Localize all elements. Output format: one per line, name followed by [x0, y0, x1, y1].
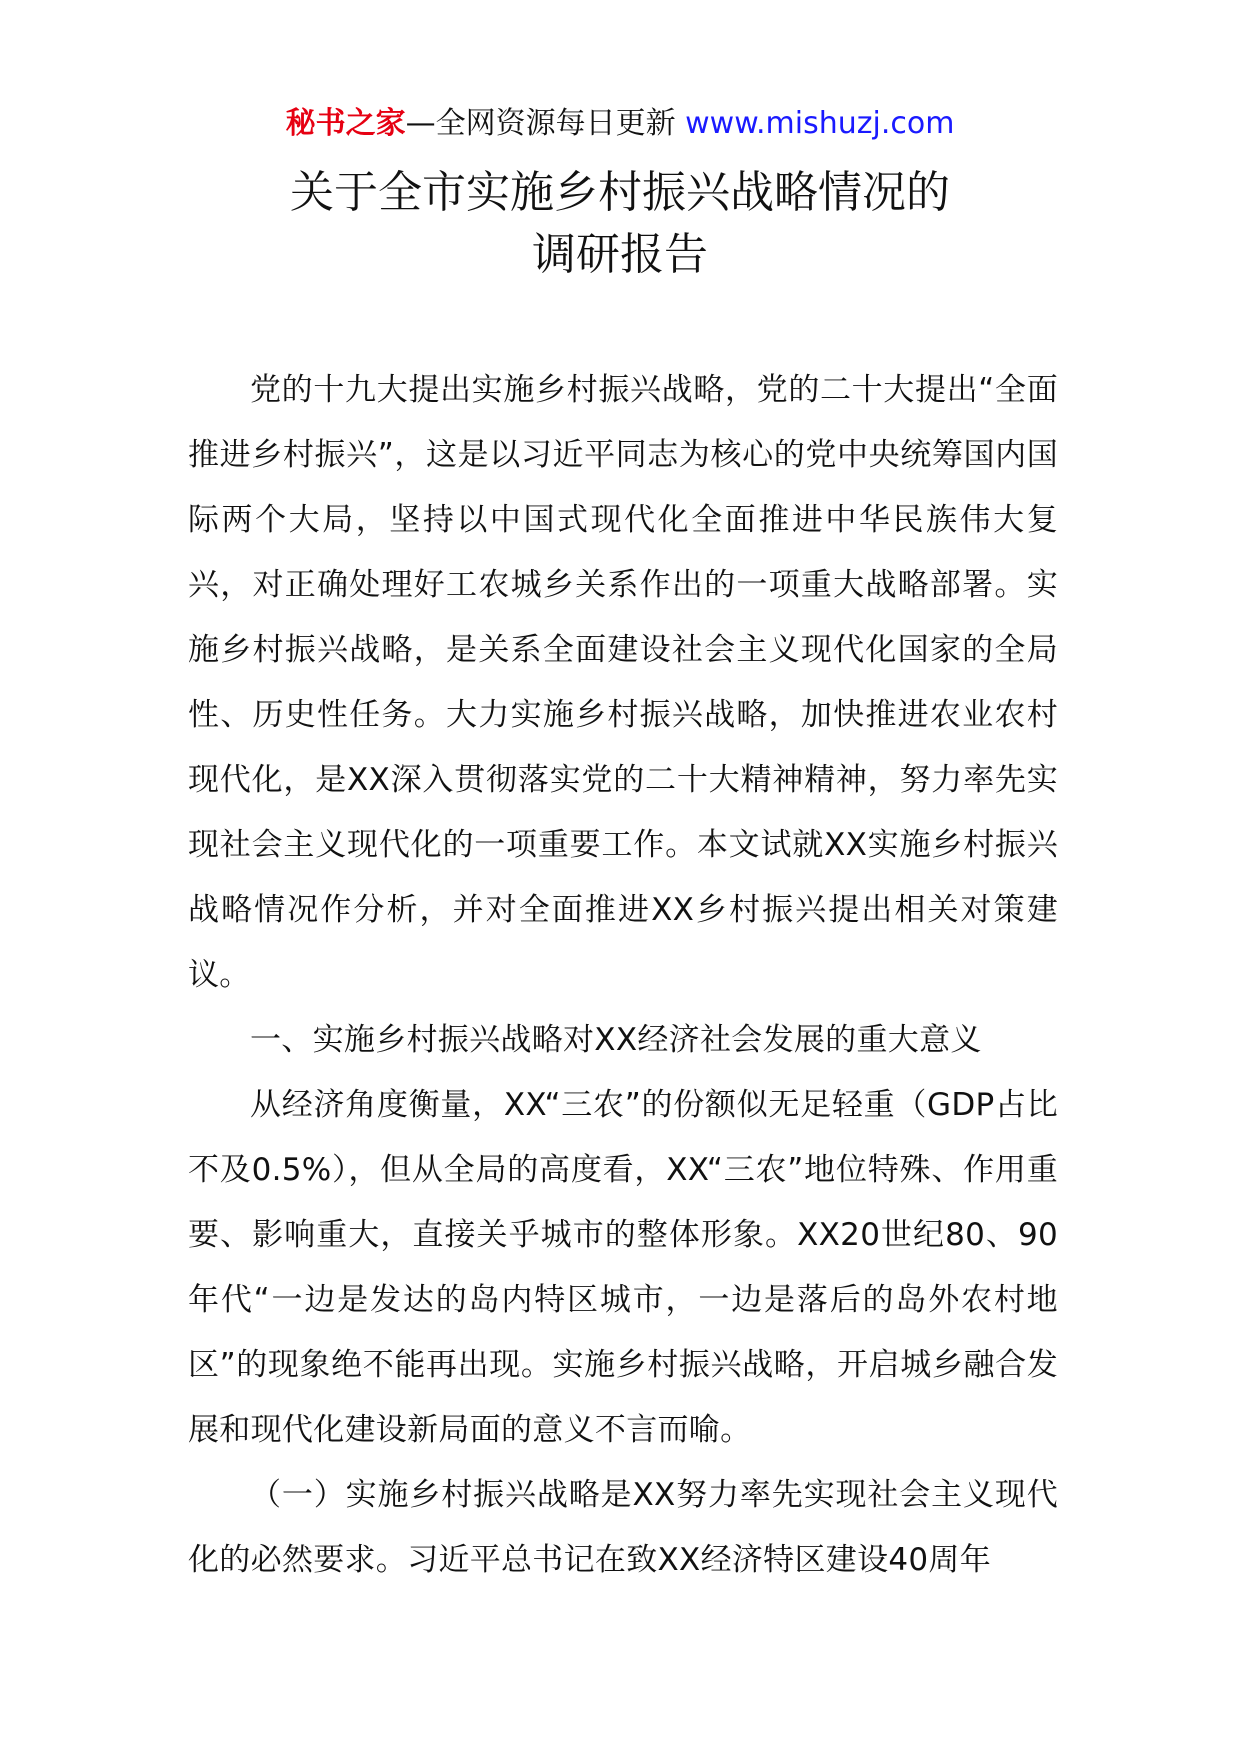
site-url-link[interactable]: www.mishuzj.com [685, 106, 955, 141]
document-body [188, 358, 1058, 1593]
paragraph-intro: 党的十九大提出实施乡村振兴战略，党的二十大提出“全面推进乡村振兴”，这是以习近平同志为核心的党中央统筹国内国际两个大局，坚持以中国式现代化全面推进中华民族伟大复兴，对正确处理好工农城乡关系作出的一项重大战略部署。实施乡村振兴战略，是关系全面建设社会主义现代化国家的全局性、历史性任务。大力实施乡村振兴战略，加快推进农业农村现代化，是XX深入贯彻落实党的二十大精神精神，努力率先实现社会主义现代化的一项重要工作。本文试就XX实施乡村振兴战略情况作分析，并对全面推进XX乡村振兴提出相关对策建议。 [188, 372, 1058, 993]
document-title [0, 162, 1240, 286]
section-heading-1: 一、实施乡村振兴战略对XX经济社会发展的重大意义 [250, 1022, 982, 1058]
title-line-2: 调研报告 [532, 229, 708, 280]
header-tagline: —全网资源每日更新 [405, 106, 676, 141]
title-line-1: 关于全市实施乡村振兴战略情况的 [290, 167, 950, 218]
paragraph-subsection-1: （一）实施乡村振兴战略是XX努力率先实现社会主义现代化的必然要求。习近平总书记在致XX经济特区建设40周年 [188, 1477, 1058, 1578]
brand-name: 秘书之家 [285, 106, 406, 141]
site-header [0, 102, 1240, 146]
paragraph-significance: 从经济角度衡量，XX“三农”的份额似无足轻重（GDP占比不及0.5%），但从全局的高度看，XX“三农”地位特殊、作用重要、影响重大，直接关乎城市的整体形象。XX20世纪80、90年代“一边是发达的岛内特区城市，一边是落后的岛外农村地区”的现象绝不能再出现。实施乡村振兴战略，开启城乡融合发展和现代化建设新局面的意义不言而喻。 [188, 1087, 1058, 1448]
